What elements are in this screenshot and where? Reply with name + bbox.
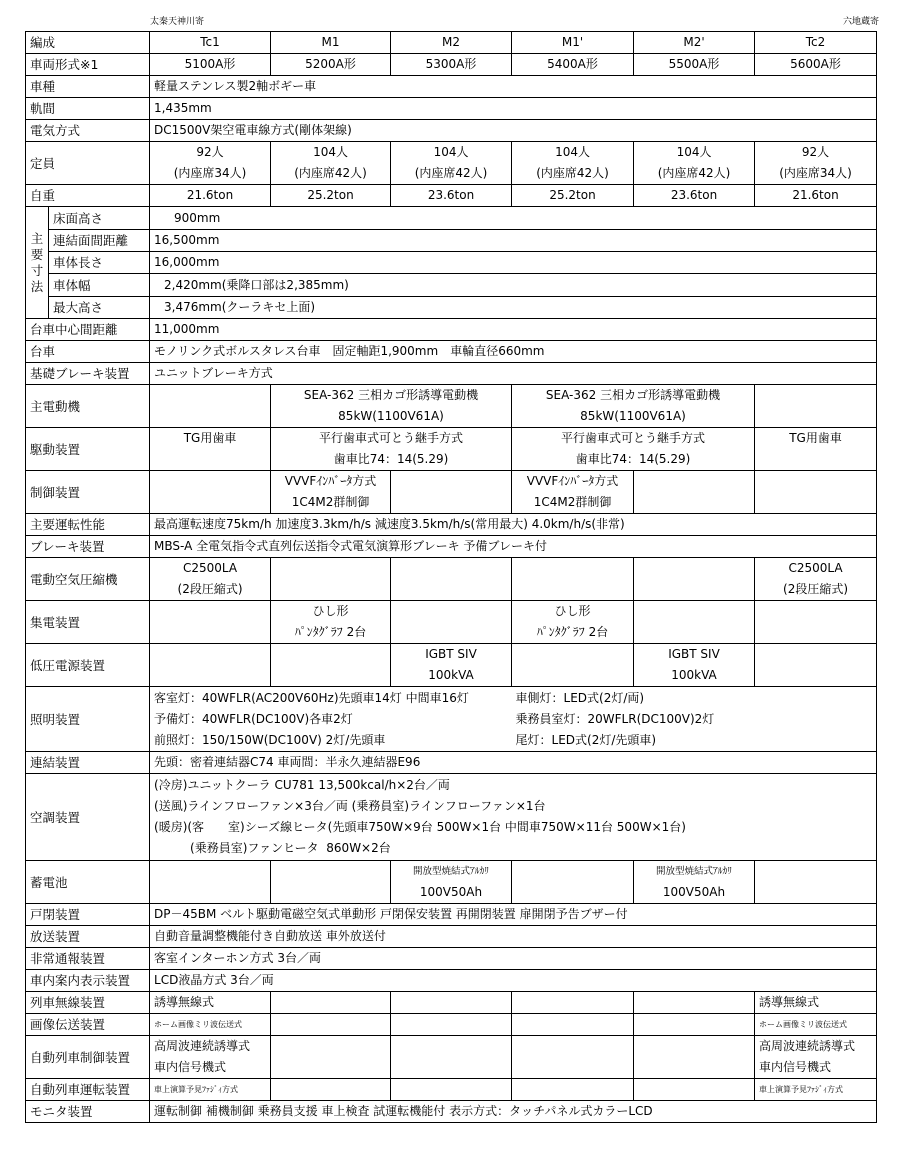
collector-label: 集電装置	[26, 601, 150, 644]
atc-m2p	[634, 1036, 755, 1079]
low-voltage-m2: IGBT SIV 100kVA	[391, 644, 512, 687]
row-basic-brake	[26, 363, 877, 385]
brake-value: MBS-A 全電気指令式直列伝送指令式電気演算形ブレーキ 予備ブレーキ付	[150, 536, 877, 558]
row-pa	[26, 926, 877, 948]
control-label: 制御装置	[26, 471, 150, 514]
aircon-value: (冷房)ユニットクーラ CU781 13,500kcal/h×2台／両 (送風)ラインフローファン×3台／両 (乗務員室)ラインフローファン×1台 (暖房)(客 室)シーズ線ヒータ(先頭車750W×9台 500W×1台 中間車750W×11台 500W×1台) (乗務員室)ファンヒータ 860W×2台	[150, 774, 877, 861]
capacity-label: 定員	[26, 142, 150, 185]
low-voltage-m1p	[512, 644, 634, 687]
door-value: DP－45BM ベルト駆動電磁空気式単動形 戸閉保安装置 再開閉装置 扉開閉予告ブザー付	[150, 904, 877, 926]
coupled-length-value: 16,500mm	[150, 230, 877, 252]
drive-m1p-m2p: 平行歯車式可とう継手方式 歯車比74：14(5.29)	[512, 428, 755, 471]
row-aircon	[26, 774, 877, 861]
display-label: 車内案内表示装置	[26, 970, 150, 992]
weight-label: 自重	[26, 185, 150, 207]
collector-tc2	[755, 601, 877, 644]
coupler-label: 連結装置	[26, 752, 150, 774]
compressor-label: 電動空気圧縮機	[26, 558, 150, 601]
compressor-m1	[271, 558, 391, 601]
body-width-value: 2,420mm(乗降口部は2,385mm)	[150, 274, 877, 297]
weight-m1: 25.2ton	[271, 185, 391, 207]
lighting-label: 照明装置	[26, 687, 150, 752]
weight-m2p: 23.6ton	[634, 185, 755, 207]
row-motor	[26, 385, 877, 428]
drive-tc2: TG用歯車	[755, 428, 877, 471]
row-compressor	[26, 558, 877, 601]
collector-tc1	[150, 601, 271, 644]
low-voltage-tc1	[150, 644, 271, 687]
display-value: LCD液晶方式 3台／両	[150, 970, 877, 992]
model-label: 車両形式※1	[26, 54, 150, 76]
car-m1p: M1'	[512, 32, 634, 54]
row-emergency	[26, 948, 877, 970]
formation-label: 編成	[26, 32, 150, 54]
row-body-length	[26, 252, 877, 274]
row-atc	[26, 1036, 877, 1079]
floor-height-label: 床面高さ	[49, 207, 150, 230]
collector-m2	[391, 601, 512, 644]
row-performance	[26, 514, 877, 536]
ato-m1	[271, 1079, 391, 1101]
row-coupled-length	[26, 230, 877, 252]
row-weight	[26, 185, 877, 207]
body-length-value: 16,000mm	[150, 252, 877, 274]
emergency-label: 非常通報装置	[26, 948, 150, 970]
radio-tc2: 誘導無線式	[755, 992, 877, 1014]
max-height-value: 3,476mm(クーラキセ上面)	[150, 297, 877, 319]
ato-m1p	[512, 1079, 634, 1101]
bogie-label: 台車	[26, 341, 150, 363]
electric-value: DC1500V架空電車線方式(剛体架線)	[150, 120, 877, 142]
dimensions-group-label: 主 要 寸 法	[26, 207, 49, 319]
capacity-m1p: 104人 (内座席42人)	[512, 142, 634, 185]
model-tc2: 5600A形	[755, 54, 877, 76]
radio-m1	[271, 992, 391, 1014]
battery-m2p: 開放型焼結式ｱﾙｶﾘ 100V50Ah	[634, 861, 755, 904]
row-battery	[26, 861, 877, 904]
drive-tc1: TG用歯車	[150, 428, 271, 471]
atc-label: 自動列車制御装置	[26, 1036, 150, 1079]
battery-m1p	[512, 861, 634, 904]
battery-tc2	[755, 861, 877, 904]
row-bogie	[26, 341, 877, 363]
coupler-value: 先頭：密着連結器C74 車両間：半永久連結器E96	[150, 752, 877, 774]
lighting-right: 車側灯：LED式(2灯/両) 乗務員室灯：20WFLR(DC100V)2灯 尾灯：LED式(2灯/先頭車)	[512, 687, 877, 752]
atc-tc1: 高周波連続誘導式 車内信号機式	[150, 1036, 271, 1079]
row-image	[26, 1014, 877, 1036]
row-display	[26, 970, 877, 992]
low-voltage-m2p: IGBT SIV 100kVA	[634, 644, 755, 687]
end-label-right: 六地蔵寄	[842, 17, 879, 27]
model-m2p: 5500A形	[634, 54, 755, 76]
compressor-m2p	[634, 558, 755, 601]
weight-tc1: 21.6ton	[150, 185, 271, 207]
low-voltage-label: 低圧電源装置	[26, 644, 150, 687]
compressor-tc2: C2500LA (2段圧縮式)	[755, 558, 877, 601]
weight-m2: 23.6ton	[391, 185, 512, 207]
row-capacity	[26, 142, 877, 185]
max-height-label: 最大高さ	[49, 297, 150, 319]
low-voltage-tc2	[755, 644, 877, 687]
performance-value: 最高運転速度75km/h 加速度3.3km/h/s 減速度3.5km/h/s(常用最大) 4.0km/h/s(非常)	[150, 514, 877, 536]
capacity-tc2: 92人 (内座席34人)	[755, 142, 877, 185]
atc-m1p	[512, 1036, 634, 1079]
performance-label: 主要運転性能	[26, 514, 150, 536]
control-m2p	[634, 471, 755, 514]
row-max-height	[26, 297, 877, 319]
weight-m1p: 25.2ton	[512, 185, 634, 207]
car-tc1: Tc1	[150, 32, 271, 54]
compressor-m2	[391, 558, 512, 601]
weight-tc2: 21.6ton	[755, 185, 877, 207]
collector-m1p: ひし形 ﾊﾟﾝﾀｸﾞﾗﾌ 2台	[512, 601, 634, 644]
compressor-tc1: C2500LA (2段圧縮式)	[150, 558, 271, 601]
motor-m1p-m2p: SEA-362 三相カゴ形誘導電動機 85kW(1100V61A)	[512, 385, 755, 428]
floor-height-value: 900mm	[150, 207, 877, 230]
door-label: 戸閉装置	[26, 904, 150, 926]
gauge-label: 軌間	[26, 98, 150, 120]
row-coupler	[26, 752, 877, 774]
control-tc1	[150, 471, 271, 514]
image-m2	[391, 1014, 512, 1036]
collector-m2p	[634, 601, 755, 644]
row-ato	[26, 1079, 877, 1101]
bogie-center-label: 台車中心間距離	[26, 319, 150, 341]
row-formation	[26, 32, 877, 54]
ato-tc1: 車上演算予見ﾌｧｼﾞｨ方式	[150, 1079, 271, 1101]
monitor-label: モニタ装置	[26, 1101, 150, 1123]
image-m1p	[512, 1014, 634, 1036]
electric-label: 電気方式	[26, 120, 150, 142]
capacity-tc1: 92人 (内座席34人)	[150, 142, 271, 185]
gauge-value: 1,435mm	[150, 98, 877, 120]
pa-label: 放送装置	[26, 926, 150, 948]
capacity-m2: 104人 (内座席42人)	[391, 142, 512, 185]
type-label: 車種	[26, 76, 150, 98]
row-radio	[26, 992, 877, 1014]
control-m2	[391, 471, 512, 514]
ato-label: 自動列車運転装置	[26, 1079, 150, 1101]
radio-m2p	[634, 992, 755, 1014]
model-tc1: 5100A形	[150, 54, 271, 76]
drive-m1-m2: 平行歯車式可とう継手方式 歯車比74：14(5.29)	[271, 428, 512, 471]
type-value: 軽量ステンレス製2軸ボギー車	[150, 76, 877, 98]
model-m1p: 5400A形	[512, 54, 634, 76]
row-gauge	[26, 98, 877, 120]
capacity-m2p: 104人 (内座席42人)	[634, 142, 755, 185]
row-body-width	[26, 274, 877, 297]
radio-tc1: 誘導無線式	[150, 992, 271, 1014]
low-voltage-m1	[271, 644, 391, 687]
lighting-left: 客室灯：40WFLR(AC200V60Hz)先頭車14灯 中間車16灯 予備灯：40WFLR(DC100V)各車2灯 前照灯：150/150W(DC100V) 2灯/先頭車	[150, 687, 512, 752]
monitor-value: 運転制御 補機制御 乗務員支援 車上検査 試運転機能付 表示方式：タッチパネル式カラーLCD	[150, 1101, 877, 1123]
pa-value: 自動音量調整機能付き自動放送 車外放送付	[150, 926, 877, 948]
car-m2: M2	[391, 32, 512, 54]
battery-tc1	[150, 861, 271, 904]
row-model	[26, 54, 877, 76]
row-brake	[26, 536, 877, 558]
atc-m1	[271, 1036, 391, 1079]
row-door	[26, 904, 877, 926]
row-lighting	[26, 687, 877, 752]
radio-m1p	[512, 992, 634, 1014]
aircon-label: 空調装置	[26, 774, 150, 861]
capacity-m1: 104人 (内座席42人)	[271, 142, 391, 185]
motor-tc1	[150, 385, 271, 428]
battery-m2: 開放型焼結式ｱﾙｶﾘ 100V50Ah	[391, 861, 512, 904]
ato-tc2: 車上演算予見ﾌｧｼﾞｨ方式	[755, 1079, 877, 1101]
radio-m2	[391, 992, 512, 1014]
row-drive	[26, 428, 877, 471]
row-bogie-center	[26, 319, 877, 341]
ato-m2p	[634, 1079, 755, 1101]
image-m1	[271, 1014, 391, 1036]
row-electric	[26, 120, 877, 142]
control-m1: VVVFｲﾝﾊﾞｰﾀ方式 1C4M2群制御	[271, 471, 391, 514]
car-tc2: Tc2	[755, 32, 877, 54]
battery-m1	[271, 861, 391, 904]
bogie-value: モノリンク式ボルスタレス台車 固定軸距1,900mm 車輪直径660mm	[150, 341, 877, 363]
model-m2: 5300A形	[391, 54, 512, 76]
car-m2p: M2'	[634, 32, 755, 54]
image-label: 画像伝送装置	[26, 1014, 150, 1036]
coupled-length-label: 連結面間距離	[49, 230, 150, 252]
row-monitor	[26, 1101, 877, 1123]
control-m1p: VVVFｲﾝﾊﾞｰﾀ方式 1C4M2群制御	[512, 471, 634, 514]
image-m2p	[634, 1014, 755, 1036]
motor-m1-m2: SEA-362 三相カゴ形誘導電動機 85kW(1100V61A)	[271, 385, 512, 428]
row-collector	[26, 601, 877, 644]
drive-label: 駆動装置	[26, 428, 150, 471]
ato-m2	[391, 1079, 512, 1101]
atc-m2	[391, 1036, 512, 1079]
row-floor-height	[26, 207, 877, 230]
atc-tc2: 高周波連続誘導式 車内信号機式	[755, 1036, 877, 1079]
spec-table	[25, 31, 877, 1123]
end-label-left: 太秦天神川寄	[150, 17, 205, 27]
basic-brake-label: 基礎ブレーキ装置	[26, 363, 150, 385]
collector-m1: ひし形 ﾊﾟﾝﾀｸﾞﾗﾌ 2台	[271, 601, 391, 644]
compressor-m1p	[512, 558, 634, 601]
row-control	[26, 471, 877, 514]
image-tc2: ホーム画像ミリ波伝送式	[755, 1014, 877, 1036]
row-low-voltage	[26, 644, 877, 687]
emergency-value: 客室インターホン方式 3台／両	[150, 948, 877, 970]
bogie-center-value: 11,000mm	[150, 319, 877, 341]
model-m1: 5200A形	[271, 54, 391, 76]
motor-tc2	[755, 385, 877, 428]
image-tc1: ホーム画像ミリ波伝送式	[150, 1014, 271, 1036]
body-length-label: 車体長さ	[49, 252, 150, 274]
brake-label: ブレーキ装置	[26, 536, 150, 558]
radio-label: 列車無線装置	[26, 992, 150, 1014]
basic-brake-value: ユニットブレーキ方式	[150, 363, 877, 385]
battery-label: 蓄電池	[26, 861, 150, 904]
car-m1: M1	[271, 32, 391, 54]
control-tc2	[755, 471, 877, 514]
motor-label: 主電動機	[26, 385, 150, 428]
body-width-label: 車体幅	[49, 274, 150, 297]
row-type	[26, 76, 877, 98]
